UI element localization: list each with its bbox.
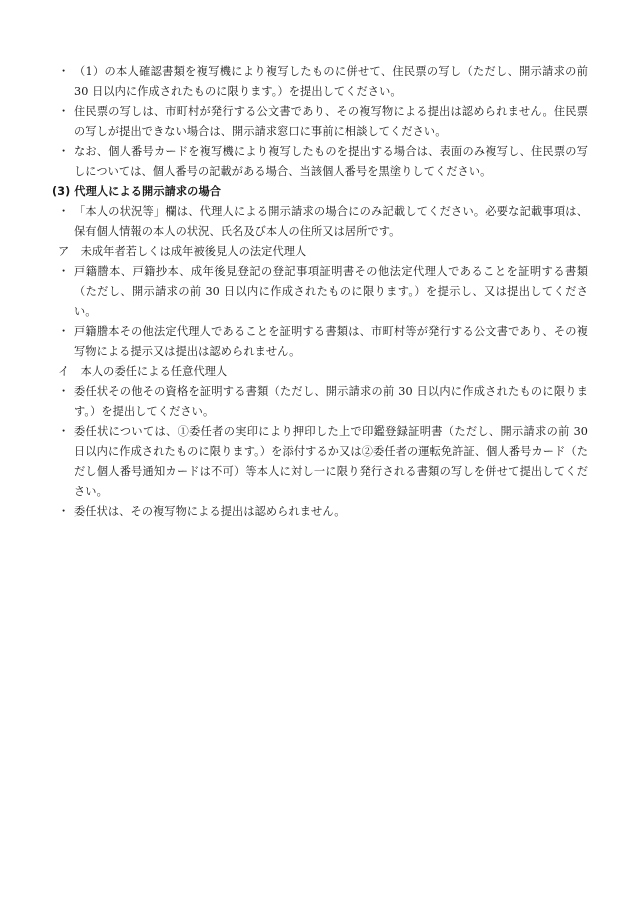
paragraph-personal-status-field: ・ 「本人の状況等」欄は、代理人による開示請求の場合にのみ記載してください。必要な記載事項は、保有個人情報の本人の状況、氏名及び本人の住所又は居所です。	[52, 202, 588, 242]
paragraph-power-of-attorney-seal: ・ 委任状については、①委任者の実印により押印した上で印鑑登録証明書（ただし、開示請求の前 30 日以内に作成されたものに限ります。）を添付するか又は②委任者の運転免許証、個人番号カード（ただし個人番号通知カードは不可）等本人に対し一に限り発行される書類の写しを併せて提出してください。	[52, 422, 588, 502]
paragraph-residence-certificate-official: ・ 住民票の写しは、市町村が発行する公文書であり、その複写物による提出は認められません。住民票の写しが提出できない場合は、開示請求窓口に事前に相談してください。	[52, 102, 588, 142]
paragraph-power-of-attorney: ・ 委任状その他その資格を証明する書類（ただし、開示請求の前 30 日以内に作成されたものに限ります。）を提出してください。	[52, 382, 588, 422]
subheading-voluntary-agent: イ 本人の委任による任意代理人	[58, 365, 228, 378]
subheading-legal-representative: ア 未成年者若しくは成年被後見人の法定代理人	[58, 245, 307, 258]
paragraph-power-of-attorney-copy: ・ 委任状は、その複写物による提出は認められません。	[52, 502, 588, 522]
section-heading-agent-request: (3) 代理人による開示請求の場合	[52, 185, 222, 198]
paragraph-copy-with-residence-certificate: ・ （1）の本人確認書類を複写機により複写したものに併せて、住民票の写し（ただし、開示請求の前 30 日以内に作成されたものに限ります。）を提出してください。	[52, 62, 588, 102]
paragraph-family-register-official: ・ 戸籍謄本その他法定代理人であることを証明する書類は、市町村等が発行する公文書であり、その複写物による提示又は提出は認められません。	[52, 322, 588, 362]
paragraph-individual-number-card: ・ なお、個人番号カードを複写機により複写したものを提出する場合は、表面のみ複写し、住民票の写しについては、個人番号の記載がある場合、当該個人番号を黒塗りしてください。	[52, 142, 588, 182]
paragraph-family-register-documents: ・ 戸籍謄本、戸籍抄本、成年後見登記の登記事項証明書その他法定代理人であることを証明する書類（ただし、開示請求の前 30 日以内に作成されたものに限ります。）を提示し、又は提出してください。	[52, 262, 588, 322]
